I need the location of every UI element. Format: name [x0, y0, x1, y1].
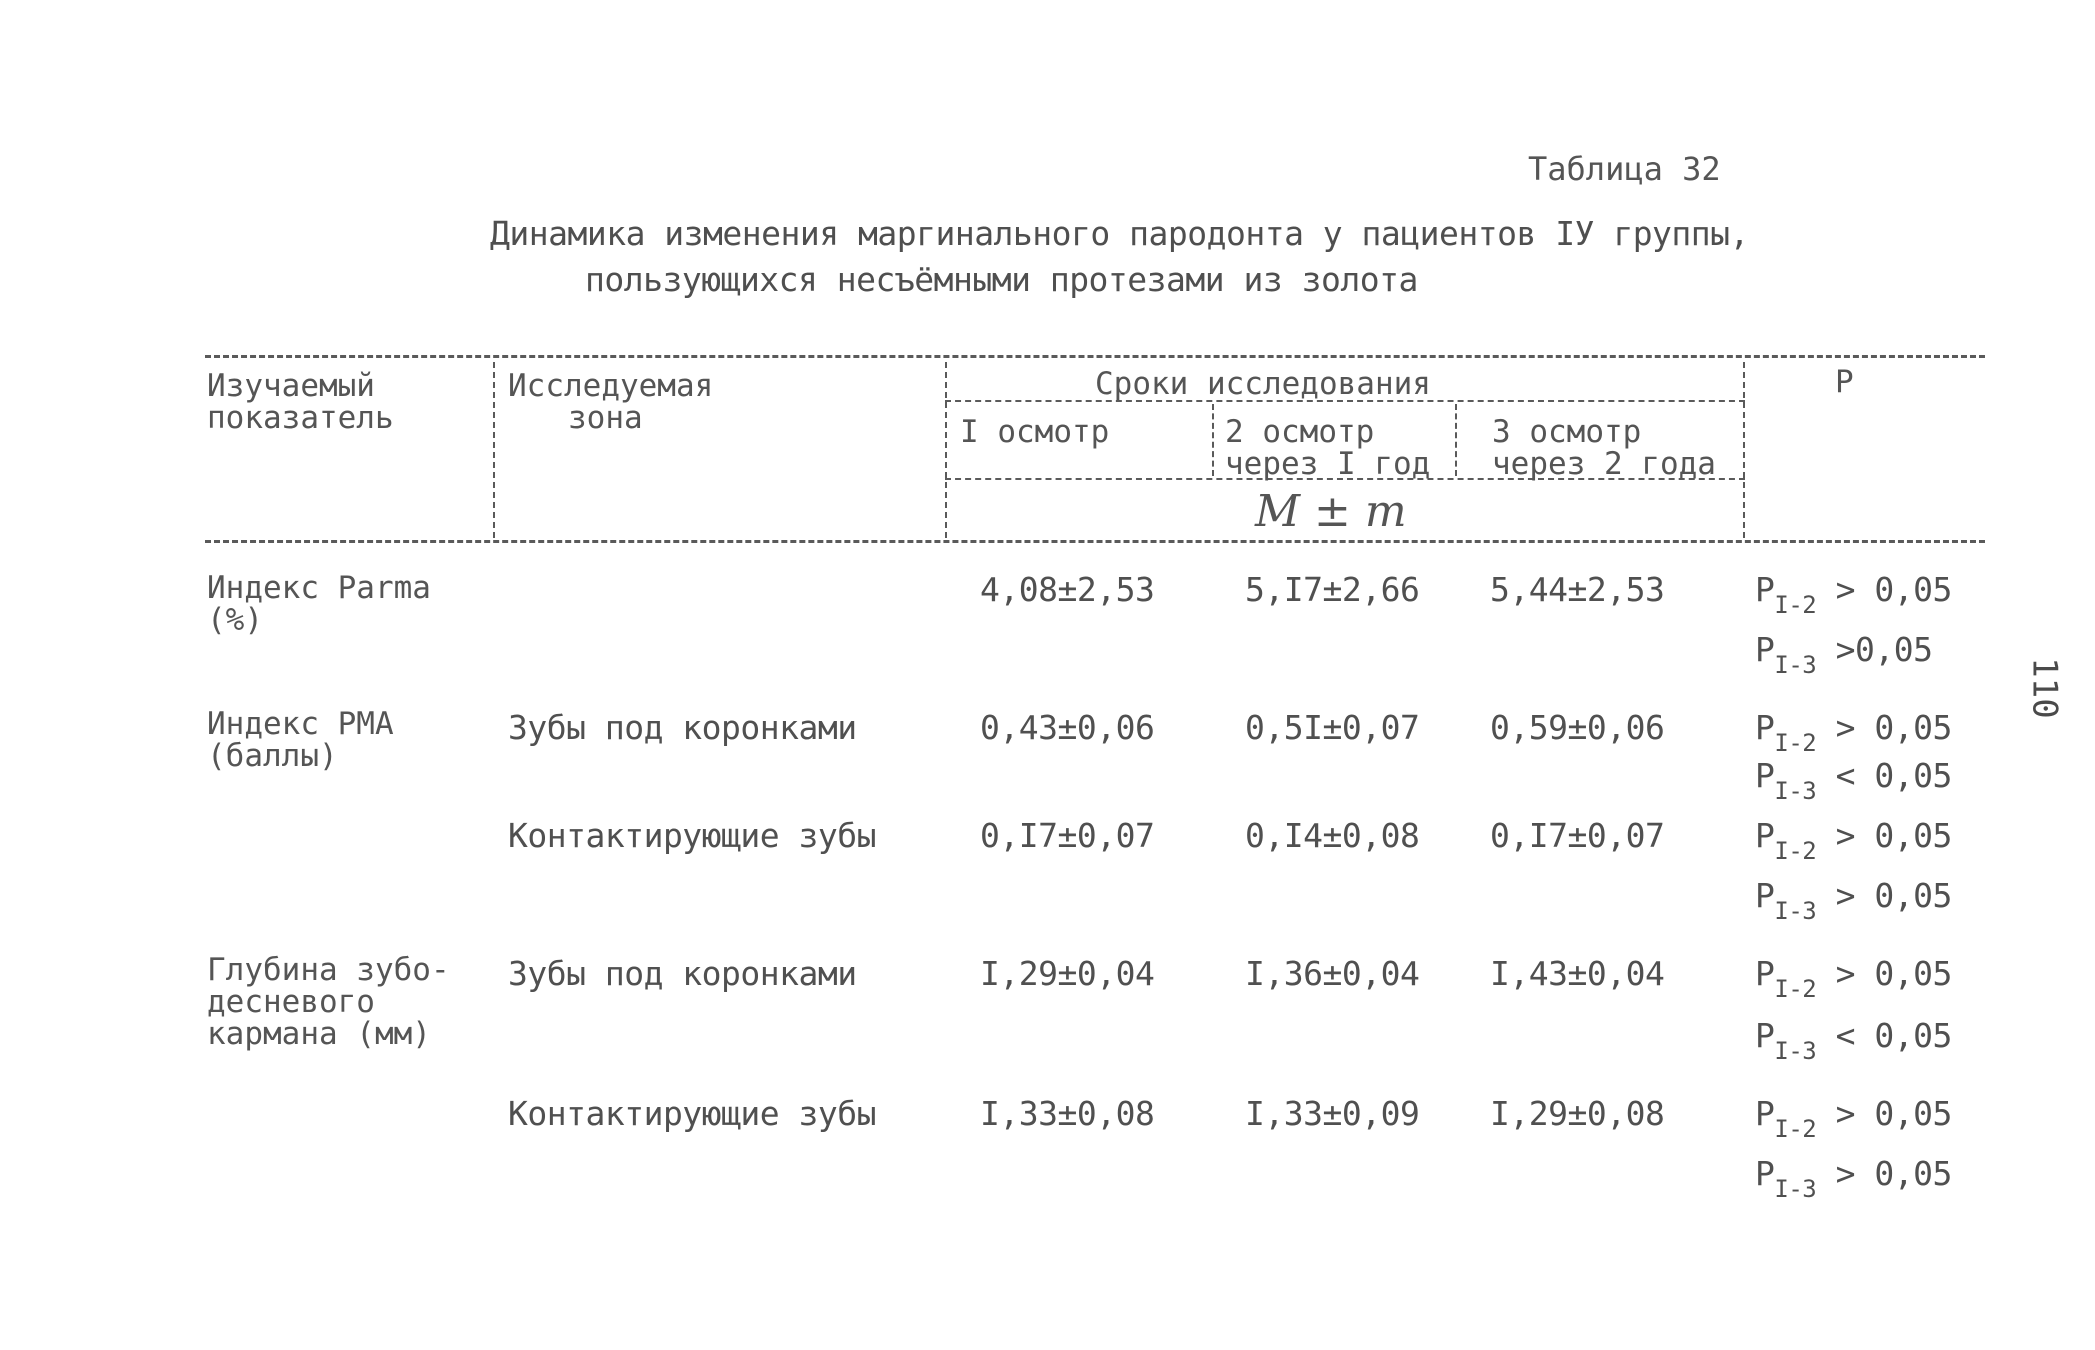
row-pocket-contact-exam-2: I,33±0,09: [1245, 1094, 1420, 1133]
col-divider-periods-left: [945, 362, 947, 538]
header-mean-stat: M ± m: [1255, 486, 1407, 537]
row-parma-exam-1: 4,08±2,53: [980, 570, 1155, 609]
row-pocket-crowns-exam-3: I,43±0,04: [1490, 954, 1665, 993]
row-pocket-contact-exam-1: I,33±0,08: [980, 1094, 1155, 1133]
row-parma-p-1-3: $P_{I-3} >0,05$: [1755, 630, 1933, 679]
row-pocket-contact-p-1-2: $P_{I-2} > 0,05$: [1755, 1094, 1952, 1143]
row-pocket-contact-p-1-3: $P_{I-3} > 0,05$: [1755, 1154, 1952, 1203]
header-p: P: [1835, 364, 1854, 400]
row-parma-indicator: Индекс Parma (%): [207, 570, 431, 638]
col-divider-zone: [493, 362, 495, 538]
header-indicator: Изучаемый показатель: [207, 368, 394, 436]
col-divider-exam3: [1455, 404, 1457, 476]
table-top-rule: [205, 355, 1985, 358]
row-pma-contact-p-1-2: $P_{I-2} > 0,05$: [1755, 816, 1952, 865]
row-pocket-crowns-zone: Зубы под коронками: [508, 954, 857, 993]
row-pma-contact-exam-1: 0,I7±0,07: [980, 816, 1155, 855]
col-divider-p: [1743, 362, 1745, 538]
row-pma-contact-exam-2: 0,I4±0,08: [1245, 816, 1420, 855]
row-pocket-indicator: Глубина зубо- десневого кармана (мм): [207, 952, 450, 1052]
header-zone: Исследуемая зона: [508, 368, 714, 436]
row-pma-indicator: Индекс РМА (баллы): [207, 706, 394, 774]
table-title-line-2: пользующихся несъёмными протезами из золота: [585, 260, 1418, 299]
row-parma-p-1-2: $P_{I-2} > 0,05$: [1755, 570, 1952, 619]
header-exam-1: I осмотр: [960, 414, 1110, 450]
table-label: Таблица 32: [1528, 150, 1721, 188]
row-pma-crowns-zone: Зубы под коронками: [508, 708, 857, 747]
row-pma-crowns-exam-3: 0,59±0,06: [1490, 708, 1665, 747]
header-bottom-rule: [205, 540, 1985, 543]
row-pocket-crowns-p-1-3: $P_{I-3} < 0,05$: [1755, 1016, 1952, 1065]
row-pma-crowns-p-1-3: $P_{I-3} < 0,05$: [1755, 756, 1952, 805]
row-pma-contact-p-1-3: $P_{I-3} > 0,05$: [1755, 876, 1952, 925]
header-exam-3: 3 осмотр через 2 года: [1492, 414, 1716, 482]
row-pocket-contact-exam-3: I,29±0,08: [1490, 1094, 1665, 1133]
col-divider-exam2: [1212, 404, 1214, 476]
page-number: 110: [2024, 657, 2065, 719]
row-pma-contact-exam-3: 0,I7±0,07: [1490, 816, 1665, 855]
row-pocket-crowns-exam-2: I,36±0,04: [1245, 954, 1420, 993]
row-pma-contact-zone: Контактирующие зубы: [508, 816, 876, 855]
row-pma-crowns-exam-1: 0,43±0,06: [980, 708, 1155, 747]
header-periods: Сроки исследования: [1095, 366, 1431, 402]
row-pma-crowns-p-1-2: $P_{I-2} > 0,05$: [1755, 708, 1952, 757]
row-pocket-crowns-exam-1: I,29±0,04: [980, 954, 1155, 993]
row-parma-exam-3: 5,44±2,53: [1490, 570, 1665, 609]
row-pocket-crowns-p-1-2: $P_{I-2} > 0,05$: [1755, 954, 1952, 1003]
row-pocket-contact-zone: Контактирующие зубы: [508, 1094, 876, 1133]
table-title-line-1: Динамика изменения маргинального пародонта у пациентов IУ группы,: [490, 214, 1749, 253]
header-exam-2: 2 осмотр через I год: [1225, 414, 1431, 482]
row-pma-crowns-exam-2: 0,5I±0,07: [1245, 708, 1420, 747]
row-parma-exam-2: 5,I7±2,66: [1245, 570, 1420, 609]
